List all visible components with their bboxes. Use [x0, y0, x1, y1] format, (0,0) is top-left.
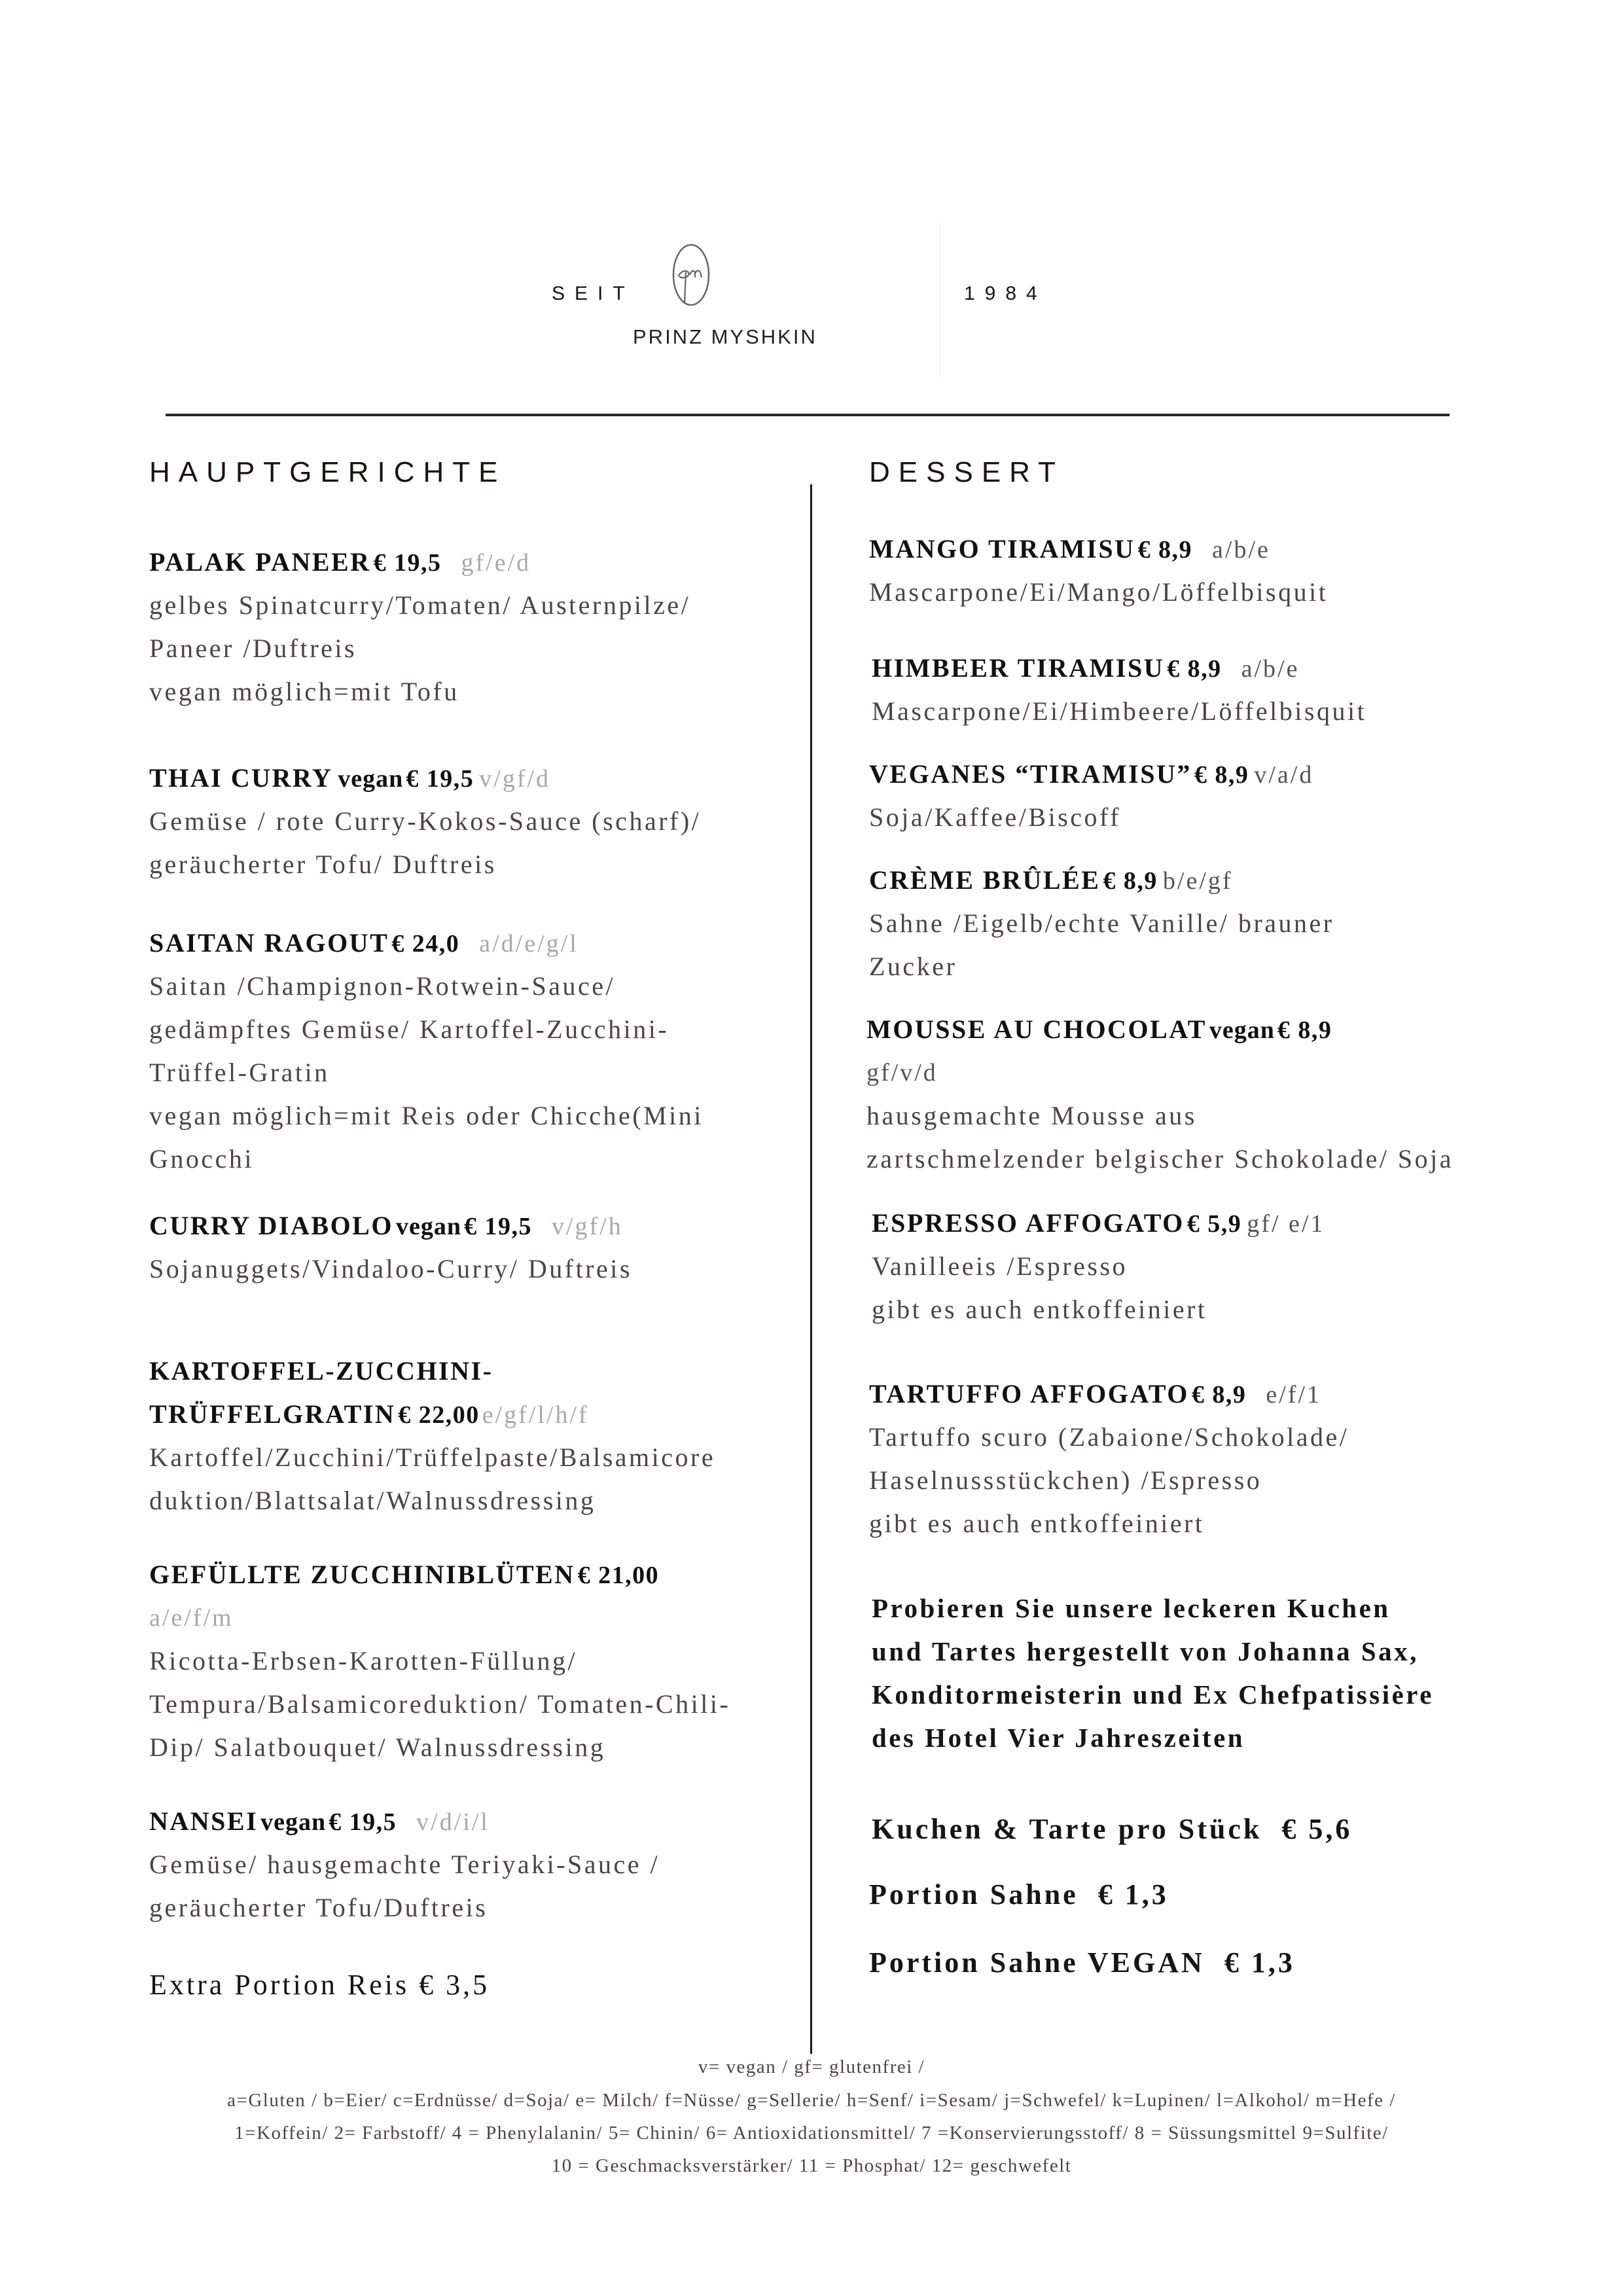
dish-description: Trüffel-Gratin: [149, 1058, 330, 1087]
dish-description: gelbes Spinatcurry/Tomaten/ Austernpilze/: [149, 590, 691, 620]
dessert-item: [869, 753, 1313, 839]
dessert-item: [866, 1008, 1454, 1181]
dessert-name: VEGANES “TIRAMISU”: [869, 759, 1192, 789]
allergen-codes: gf/e/d: [461, 549, 531, 577]
dish-name: CURRY DIABOLO: [149, 1211, 393, 1240]
dish-description: geräucherter Tofu/ Duftreis: [149, 850, 497, 879]
dessert-description: Mascarpone/Ei/Mango/Löffelbisquit: [869, 577, 1329, 607]
dessert-description: Sahne /Eigelb/echte Vanille/ brauner: [869, 908, 1334, 938]
dessert-name: TARTUFFO AFFOGATO: [869, 1379, 1189, 1408]
extra-cream: [869, 1873, 1169, 1916]
promo-line: des Hotel Vier Jahreszeiten: [872, 1723, 1245, 1753]
promo-line: Konditormeisterin und Ex Chefpatissière: [872, 1679, 1434, 1710]
extra-price: € 5,6: [1281, 1813, 1353, 1845]
dessert-description: Mascarpone/Ei/Himbeere/Löffelbisquit: [872, 696, 1367, 726]
section-title-main: HAUPTGERICHTE: [149, 456, 507, 488]
vegan-tag: vegan: [338, 765, 404, 793]
dessert-price: € 8,9: [1194, 761, 1249, 789]
dessert-name: MANGO TIRAMISU: [869, 534, 1135, 564]
allergen-codes: gf/ e/1: [1247, 1210, 1325, 1238]
dish-description: Tempura/Balsamicoreduktion/ Tomaten-Chili-: [149, 1689, 731, 1719]
dish-price: € 19,5: [329, 1808, 397, 1836]
allergen-codes: b/e/gf: [1162, 867, 1233, 895]
extra-price: € 1,3: [1224, 1946, 1295, 1979]
menu-item: [149, 1800, 660, 1929]
dish-price: € 22,00: [398, 1401, 480, 1429]
allergen-codes: v/a/d: [1254, 761, 1314, 789]
promo-line: Probieren Sie unsere leckeren Kuchen: [872, 1593, 1391, 1623]
vegan-tag: vegan: [395, 1213, 461, 1240]
allergen-codes: e/gf/l/h/f: [482, 1401, 589, 1429]
vegan-tag: vegan: [260, 1808, 327, 1836]
dish-description: vegan möglich=mit Reis oder Chicche(Mini: [149, 1101, 704, 1130]
dish-name-line1: KARTOFFEL-ZUCCHINI-: [149, 1356, 493, 1386]
dessert-price: € 5,9: [1186, 1210, 1242, 1238]
allergen-codes: a/b/e: [1241, 655, 1300, 683]
dessert-item: [872, 647, 1366, 733]
logo-icon: [661, 243, 721, 306]
legend-line: 1=Koffein/ 2= Farbstoff/ 4 = Phenylalanin/ 5= Chinin/ 6= Antioxidationsmittel/ 7 =Konservierungsstoff/ 8 = Süssungsmittel 9=Sulfite/: [234, 2123, 1389, 2144]
menu-item: [149, 1553, 730, 1769]
dessert-item: [869, 1372, 1349, 1545]
legend-line: a=Gluten / b=Eier/ c=Erdnüsse/ d=Soja/ e= Milch/ f=Nüsse/ g=Sellerie/ h=Senf/ i=Sesam/ j=Schwefel/ k=Lupinen/ l=Alkohol/ m=Hefe /: [227, 2090, 1396, 2111]
logo-edge-divider: [940, 223, 941, 377]
dessert-price: € 8,9: [1167, 655, 1222, 683]
dessert-item: [869, 528, 1328, 614]
allergen-codes: v/gf/d: [479, 765, 551, 793]
dish-description: Sojanuggets/Vindaloo-Curry/ Duftreis: [149, 1254, 632, 1283]
dish-price: € 21,00: [577, 1562, 660, 1589]
dessert-price: € 8,9: [1103, 867, 1158, 895]
dish-description: Kartoffel/Zucchini/Trüffelpaste/Balsamicore: [149, 1443, 716, 1472]
dish-description: Saitan /Champignon-Rotwein-Sauce/: [149, 971, 616, 1001]
extra-label: Portion Sahne: [869, 1878, 1079, 1910]
column-divider: [810, 484, 812, 2054]
dessert-name: CRÈME BRÛLÉE: [869, 865, 1101, 895]
dish-price: € 19,5: [406, 765, 474, 793]
dish-name: PALAK PANEER: [149, 547, 371, 577]
header-rule: [166, 414, 1450, 416]
legend-line: v= vegan / gf= glutenfrei /: [698, 2056, 925, 2077]
section-title-dessert: DESSERT: [869, 456, 1065, 488]
dessert-description: Soja/Kaffee/Biscoff: [869, 802, 1121, 832]
dessert-description: gibt es auch entkoffeiniert: [869, 1509, 1205, 1538]
dessert-description: hausgemachte Mousse aus: [866, 1101, 1197, 1130]
brand-name: PRINZ MYSHKIN: [633, 325, 817, 348]
dessert-description: Zucker: [869, 952, 957, 981]
menu-item: [149, 1350, 715, 1522]
dish-price: € 24,0: [391, 930, 460, 958]
menu-item: [149, 541, 690, 713]
extra-label: Kuchen & Tarte pro Stück: [872, 1813, 1262, 1845]
dish-description: Ricotta-Erbsen-Karotten-Füllung/: [149, 1646, 578, 1676]
allergen-codes: a/d/e/g/l: [479, 930, 579, 958]
dish-name: NANSEI: [149, 1806, 259, 1836]
dish-description: Paneer /Duftreis: [149, 634, 357, 663]
dish-price: € 19,5: [373, 549, 442, 577]
dessert-description: Vanilleeis /Espresso: [872, 1251, 1128, 1281]
year-label: 1984: [964, 283, 1047, 304]
menu-item: [149, 922, 704, 1181]
vegan-tag: vegan: [1209, 1016, 1275, 1044]
promo-line: und Tartes hergestellt von Johanna Sax,: [872, 1636, 1419, 1666]
dessert-description: gibt es auch entkoffeiniert: [872, 1295, 1207, 1324]
dessert-item: [869, 859, 1334, 988]
allergen-codes: v/gf/h: [551, 1213, 623, 1240]
dish-description: Gemüse / rote Curry-Kokos-Sauce (scharf)/: [149, 806, 702, 836]
dish-name: TRÜFFELGRATIN: [149, 1399, 396, 1429]
dessert-name: MOUSSE AU CHOCOLAT: [866, 1014, 1207, 1044]
dish-description: gedämpftes Gemüse/ Kartoffel-Zucchini-: [149, 1014, 669, 1044]
dessert-description: Haselnussstückchen) /Espresso: [869, 1465, 1262, 1495]
dish-description: vegan möglich=mit Tofu: [149, 677, 459, 706]
allergen-codes: a/e/f/m: [149, 1604, 234, 1632]
dish-description: Gnocchi: [149, 1144, 255, 1174]
dish-name: GEFÜLLTE ZUCCHINIBLÜTEN: [149, 1560, 575, 1589]
dessert-price: € 8,9: [1137, 536, 1193, 564]
legend-line: 10 = Geschmacksverstärker/ 11 = Phosphat/ 12= geschwefelt: [551, 2155, 1072, 2176]
dish-description: Dip/ Salatbouquet/ Walnussdressing: [149, 1732, 606, 1762]
cake-promo: [872, 1587, 1434, 1759]
dessert-name: HIMBEER TIRAMISU: [872, 653, 1165, 683]
dessert-price: € 8,9: [1191, 1381, 1247, 1408]
dessert-description: zartschmelzender belgischer Schokolade/ Soja: [866, 1144, 1454, 1174]
menu-item: [149, 1204, 632, 1291]
extra-cake: [872, 1808, 1352, 1851]
allergen-codes: gf/v/d: [866, 1059, 938, 1086]
allergen-codes: e/f/1: [1266, 1381, 1322, 1408]
dish-name: SAITAN RAGOUT: [149, 928, 389, 958]
menu-item: [149, 757, 701, 886]
dish-description: duktion/Blattsalat/Walnussdressing: [149, 1486, 596, 1515]
dessert-name: ESPRESSO AFFOGATO: [872, 1208, 1185, 1238]
extra-label: Portion Sahne VEGAN: [869, 1946, 1205, 1979]
dessert-price: € 8,9: [1277, 1016, 1332, 1044]
extra-price: € 1,3: [1097, 1878, 1169, 1910]
dessert-description: Tartuffo scuro (Zabaione/Schokolade/: [869, 1422, 1349, 1452]
dish-description: geräucherter Tofu/Duftreis: [149, 1893, 488, 1922]
allergen-codes: v/d/i/l: [416, 1808, 490, 1836]
extra-rice: Extra Portion Reis € 3,5: [149, 1969, 490, 2001]
allergen-codes: a/b/e: [1212, 536, 1270, 564]
dish-description: Gemüse/ hausgemachte Teriyaki-Sauce /: [149, 1850, 660, 1879]
since-label: SEIT: [552, 283, 635, 304]
extra-cream-vegan: [869, 1941, 1295, 1984]
dessert-item: [872, 1202, 1325, 1331]
dish-name: THAI CURRY: [149, 763, 333, 793]
dish-price: € 19,5: [463, 1213, 532, 1240]
